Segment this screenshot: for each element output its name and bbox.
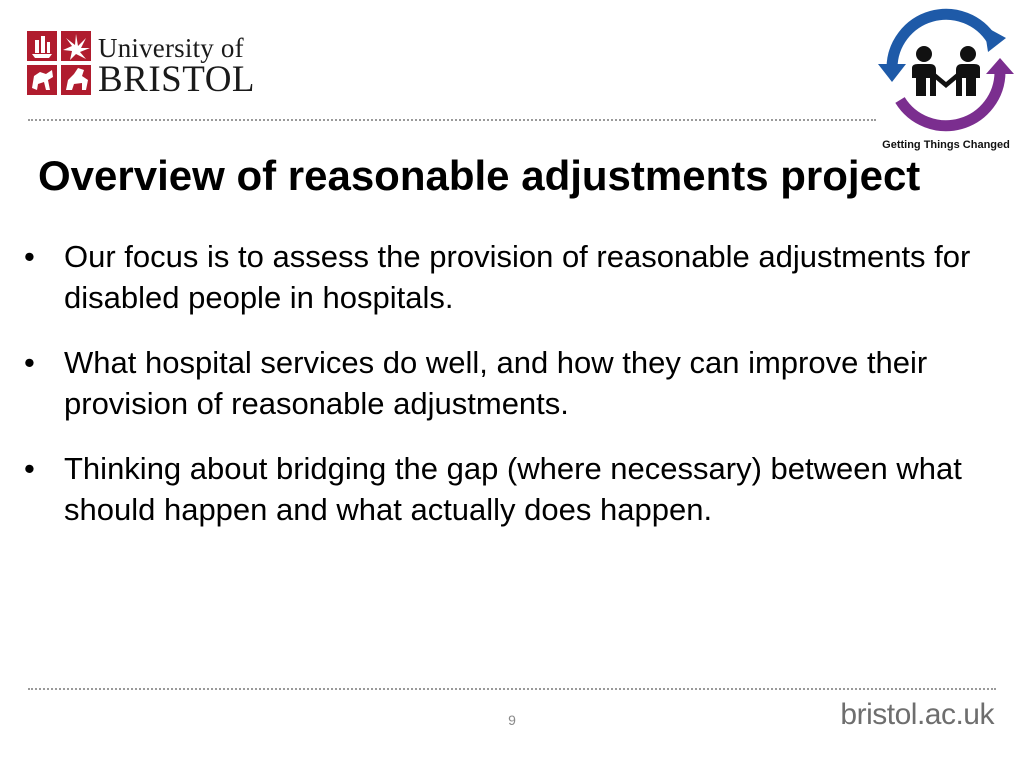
university-wordmark-line2: BRISTOL [98,59,256,100]
university-wordmark-line1: University of [98,33,244,63]
header-divider [28,119,876,121]
getting-things-changed-logo [874,2,1018,154]
university-wordmark [98,34,255,98]
bullet-item [24,448,984,530]
bullet-marker: • [24,239,35,274]
slide-title: Overview of reasonable adjustments project [38,152,921,199]
bullet-text: Our focus is to assess the provision of reasonable adjustments for disabled people in hospitals. [64,239,971,315]
page-number: 9 [508,712,516,728]
two-people-handshake-icon [874,2,1018,138]
bullet-item [24,342,984,424]
partner-logo-caption: Getting Things Changed [882,139,1010,151]
bristol-crest-icon [26,30,92,96]
bullet-marker: • [24,451,35,486]
bullet-list [24,236,984,554]
bullet-item [24,236,984,318]
university-of-bristol-logo [26,30,256,100]
bullet-text: What hospital services do well, and how they can improve their provision of reasonable adjustments. [64,345,928,421]
bullet-marker: • [24,345,35,380]
footer-url: bristol.ac.uk [840,698,994,731]
bullet-text: Thinking about bridging the gap (where necessary) between what should happen and what actually does happen. [64,451,962,527]
footer-divider [28,688,996,690]
